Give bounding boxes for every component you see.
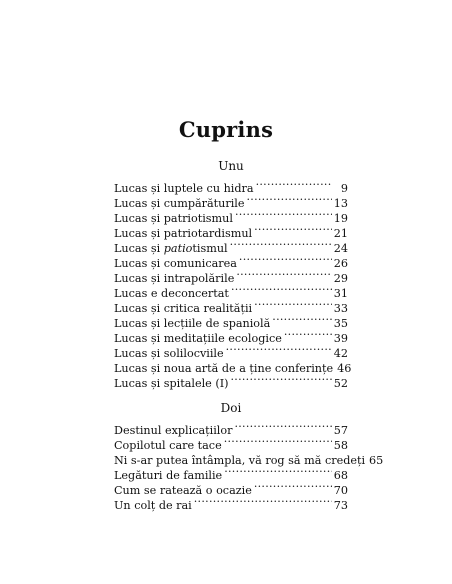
entry-title: Destinul explicațiilor — [114, 424, 233, 437]
dot-leader — [226, 342, 332, 357]
dot-leader — [254, 297, 332, 312]
entry-page: 73 — [333, 499, 348, 512]
entry-page: 52 — [333, 377, 348, 390]
entry-page: 57 — [333, 424, 348, 437]
entry-title-italic: patio — [163, 242, 193, 255]
entry-page: 68 — [333, 469, 348, 482]
entry-page: 9 — [340, 182, 348, 195]
dot-leader — [231, 372, 332, 387]
entry-title: Un colț de rai — [114, 499, 192, 512]
entry-page: 46 — [337, 362, 352, 375]
entry-page: 19 — [333, 212, 348, 225]
entry-page: 29 — [333, 272, 348, 285]
entry-title: Lucas și lecțiile de spaniolă — [114, 317, 271, 330]
entry-page: 58 — [333, 439, 348, 452]
toc-entry — [114, 177, 348, 195]
dot-leader — [272, 312, 331, 327]
entry-title: Lucas și intrapolările — [114, 272, 235, 285]
dot-leader — [254, 479, 332, 494]
entry-title: Lucas și spitalele (I) — [114, 377, 229, 390]
section-heading: Unu — [218, 159, 244, 173]
entry-title: Cum se ratează o ocazie — [114, 484, 252, 497]
dot-leader — [224, 434, 332, 449]
dot-leader — [236, 267, 331, 282]
dot-leader — [235, 207, 332, 222]
entry-title: Lucas și meditațiile ecologice — [114, 332, 282, 345]
entry-title: Lucas și patriotismul — [114, 212, 233, 225]
entry-page: 39 — [333, 332, 348, 345]
entry-title: Lucas și luptele cu hidra — [114, 182, 254, 195]
entry-page: 65 — [369, 454, 384, 467]
dot-leader — [284, 327, 332, 342]
entry-title: Lucas și comunicarea — [114, 257, 237, 270]
entry-title: Lucas și patriotardismul — [114, 227, 253, 240]
entry-page: 33 — [333, 302, 348, 315]
entry-title: Lucas și cumpărăturile — [114, 197, 245, 210]
dot-leader — [247, 192, 332, 207]
entry-title — [114, 241, 228, 256]
dot-leader — [194, 494, 332, 509]
entry-page: 13 — [333, 197, 348, 210]
section-heading: Doi — [220, 401, 242, 415]
entry-title: Legături de familie — [114, 469, 223, 482]
dot-leader — [224, 464, 332, 479]
dot-leader — [234, 419, 331, 434]
entry-title: Lucas și solilocviile — [114, 347, 224, 360]
entry-title: Lucas e deconcertat — [114, 287, 229, 300]
entry-title-prefix: Lucas și — [114, 242, 164, 255]
entry-title: Ni s-ar putea întâmpla, vă rog să mă credeți — [114, 454, 366, 467]
entry-page: 35 — [333, 317, 348, 330]
entry-title: Copilotul care tace — [114, 439, 222, 452]
entry-title: Lucas și critica realității — [114, 302, 253, 315]
entry-page: 31 — [333, 287, 348, 300]
entry-page: 24 — [333, 242, 348, 255]
toc-entry — [114, 419, 348, 437]
entry-page: 70 — [333, 484, 348, 497]
dot-leader — [231, 282, 332, 297]
toc-section-doi — [114, 400, 384, 512]
entry-title: Lucas și noua artă de a ține conferințe — [114, 362, 334, 375]
page-title: Cuprins — [178, 117, 274, 142]
entry-title-suffix: tismul — [192, 242, 228, 255]
dot-leader — [239, 252, 332, 267]
dot-leader — [256, 177, 332, 192]
entry-page: 42 — [333, 347, 348, 360]
dot-leader — [230, 237, 332, 252]
toc-section-unu — [114, 158, 352, 390]
dot-leader — [254, 222, 332, 237]
entry-page: 21 — [333, 227, 348, 240]
entry-page: 26 — [333, 257, 348, 270]
